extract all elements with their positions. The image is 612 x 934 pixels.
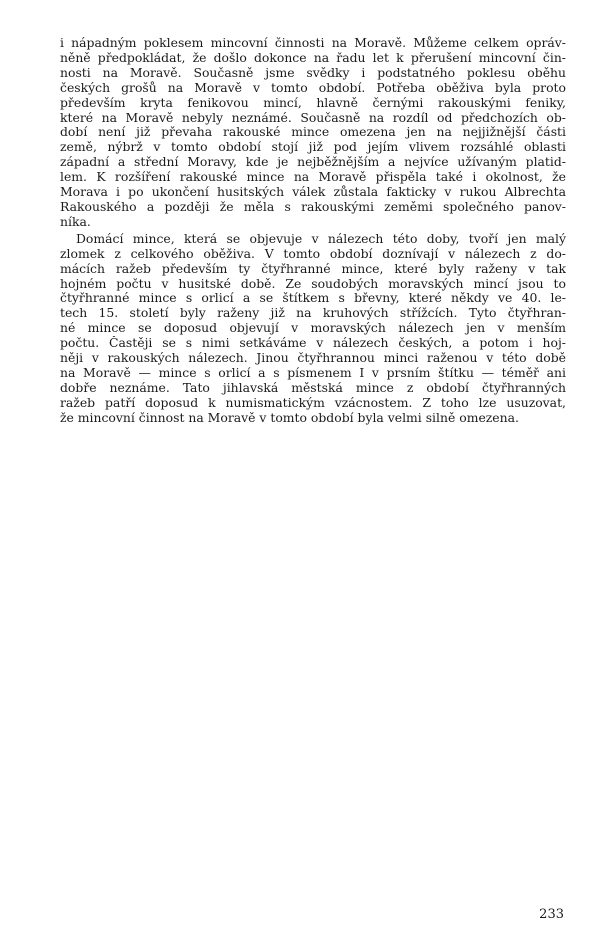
text-line: které na Moravě nebyly neznámé. Současně na rozdíl od předchozích ob- xyxy=(60,110,566,125)
text-line: že mincovní činnost na Moravě v tomto období byla velmi silně omezena. xyxy=(60,410,519,425)
text-line: něji v rakouských nálezech. Jinou čtyřhrannou minci raženou v této době xyxy=(60,351,566,366)
text-line: něně předpokládat, že došlo dokonce na řadu let k přerušení mincovní čin- xyxy=(60,50,566,65)
text-line: na Moravě — mince s orlicí a s písmenem I v prsním štítku — téměř ani xyxy=(60,365,566,380)
text-line: dobře neznáme. Tato jihlavská městská mince z období čtyřhranných xyxy=(60,380,566,395)
text-line: mácích ražeb především ty čtyřhranné mince, které byly raženy v tak xyxy=(60,261,566,276)
text-line: lem. K rozšíření rakouské mince na Moravě přispěla také i okolnost, že xyxy=(60,170,566,185)
page-body xyxy=(60,36,566,428)
text-line: Rakouského a později že měla s rakouskými zeměmi společného panov- xyxy=(60,199,566,214)
text-line: né mince se doposud objevují v moravských nálezech jen v menším xyxy=(60,321,566,336)
text-line: ražeb patří doposud k numismatickým vzácnostem. Z toho lze usuzovat, xyxy=(60,395,566,410)
text-line: především kryta fenikovou mincí, hlavně černými rakouskými feniky, xyxy=(60,95,566,110)
paragraph-2 xyxy=(60,232,566,426)
text-line: tech 15. století byly raženy již na kruhových střížcích. Tyto čtyřhran- xyxy=(60,306,566,321)
text-line: nosti na Moravě. Současně jsme svědky i podstatného poklesu oběhu xyxy=(60,65,566,80)
page-number: 233 xyxy=(539,907,564,922)
paragraph-1 xyxy=(60,36,566,230)
text-line: zlomek z celkového oběživa. V tomto období doznívají v nálezech z do- xyxy=(60,246,566,261)
text-line: dobí není již převaha rakouské mince omezena jen na nejjižnější části xyxy=(60,125,566,140)
text-line: země, nýbrž v tomto období stojí již pod jejím vlivem rozsáhlé oblasti xyxy=(60,140,566,155)
text-line: počtu. Častěji se s nimi setkáváme v nálezech českých, a potom i hoj- xyxy=(60,336,566,351)
text-line: i nápadným poklesem mincovní činnosti na Moravě. Můžeme celkem opráv- xyxy=(60,36,566,50)
text-line: českých grošů na Moravě v tomto období. Potřeba oběživa byla proto xyxy=(60,80,566,95)
text-line: Domácí mince, která se objevuje v nálezech této doby, tvoří jen malý xyxy=(76,231,566,246)
text-line: západní a střední Moravy, kde je nejběžnějším a nejvíce užívaným platid- xyxy=(60,155,566,170)
text-line: Morava i po ukončení husitských válek zůstala fakticky v rukou Albrechta xyxy=(60,185,566,200)
text-line: níka. xyxy=(60,214,91,229)
text-line: čtyřhranné mince s orlicí a se štítkem s břevny, které někdy ve 40. le- xyxy=(60,291,566,306)
text-line: hojném počtu v husitské době. Ze soudobých moravských mincí jsou to xyxy=(60,276,566,291)
